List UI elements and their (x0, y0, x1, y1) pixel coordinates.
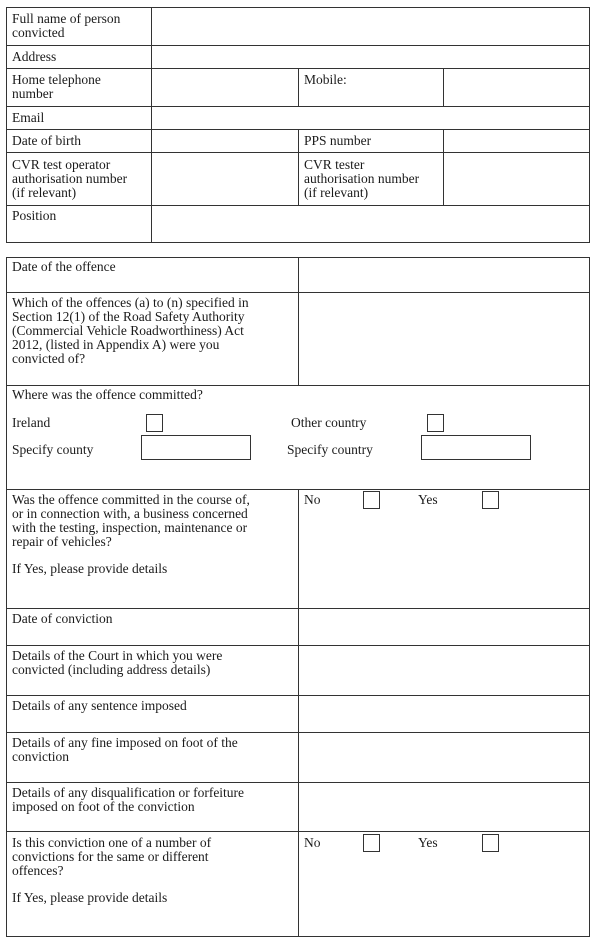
date-of-conviction-label: Date of conviction (12, 611, 113, 626)
business-no-label: No (304, 492, 321, 507)
pps-number-field[interactable] (444, 130, 589, 152)
full-name-label: Full name of person convicted (12, 11, 121, 40)
which-offence-label: Which of the offences (a) to (n) specified in Section 12(1) of the Road Safety Authority (Commercial Vehicle Roadworthiness) Act 2012, (listed in Appendix A) were you convicted of? (12, 295, 249, 366)
business-no-checkbox[interactable] (363, 491, 380, 509)
cvr-tester-label: CVR tester authorisation number (if relevant) (304, 157, 420, 200)
other-country-checkbox[interactable] (427, 414, 444, 432)
date-of-birth-field[interactable] (152, 130, 298, 152)
multiple-question-label: Is this conviction one of a number of convictions for the same or different offences? (12, 835, 212, 878)
multiple-details-label: If Yes, please provide details (12, 890, 168, 905)
business-details-label: If Yes, please provide details (12, 561, 168, 576)
position-label: Position (12, 208, 57, 223)
ireland-label: Ireland (12, 415, 51, 430)
disqualification-label: Details of any disqualification or forfeiture imposed on foot of the conviction (12, 785, 245, 814)
table-rule (298, 129, 299, 206)
table-border (6, 7, 7, 243)
business-yes-label: Yes (418, 492, 438, 507)
cvr-operator-field[interactable] (152, 153, 298, 205)
disqualification-field[interactable] (299, 783, 589, 831)
cvr-tester-field[interactable] (444, 153, 589, 205)
business-yes-checkbox[interactable] (482, 491, 499, 509)
table-border (6, 257, 7, 937)
pps-number-label: PPS number (304, 133, 372, 148)
specify-country-label: Specify country (287, 442, 373, 457)
full-name-field[interactable] (152, 8, 589, 45)
specify-country-field[interactable] (421, 435, 531, 460)
cvr-operator-label: CVR test operator authorisation number (if relevant) (12, 157, 128, 200)
court-details-field[interactable] (299, 646, 589, 695)
sentence-field[interactable] (299, 696, 589, 732)
mobile-label: Mobile: (304, 72, 347, 87)
mobile-field[interactable] (444, 69, 589, 106)
table-border (589, 7, 590, 243)
court-details-label: Details of the Court in which you were convicted (including address details) (12, 648, 223, 677)
which-offence-field[interactable] (299, 293, 589, 385)
position-field[interactable] (152, 206, 589, 242)
fine-field[interactable] (299, 733, 589, 782)
specify-county-field[interactable] (141, 435, 251, 460)
home-telephone-label: Home telephone number (12, 72, 101, 101)
table-border (589, 257, 590, 937)
email-field[interactable] (152, 107, 589, 129)
email-label: Email (12, 110, 45, 125)
multiple-no-label: No (304, 835, 321, 850)
multiple-yes-checkbox[interactable] (482, 834, 499, 852)
date-of-birth-label: Date of birth (12, 133, 81, 148)
specify-county-label: Specify county (12, 442, 94, 457)
fine-label: Details of any fine imposed on foot of the conviction (12, 735, 238, 764)
ireland-checkbox[interactable] (146, 414, 163, 432)
other-country-label: Other country (291, 415, 367, 430)
where-committed-label: Where was the offence committed? (12, 387, 203, 402)
date-of-conviction-field[interactable] (299, 609, 589, 645)
date-of-offence-label: Date of the offence (12, 259, 116, 274)
date-of-offence-field[interactable] (299, 258, 589, 292)
business-details-field[interactable] (299, 515, 589, 608)
home-telephone-field[interactable] (152, 69, 298, 106)
sentence-label: Details of any sentence imposed (12, 698, 187, 713)
multiple-yes-label: Yes (418, 835, 438, 850)
address-label: Address (12, 49, 57, 64)
multiple-no-checkbox[interactable] (363, 834, 380, 852)
multiple-details-field[interactable] (299, 858, 589, 936)
table-rule (298, 68, 299, 107)
table-border (6, 242, 590, 243)
business-question-label: Was the offence committed in the course of, or in connection with, a business concerned with the testing, inspection, maintenance or repair of vehicles? (12, 492, 250, 549)
address-field[interactable] (152, 46, 589, 68)
